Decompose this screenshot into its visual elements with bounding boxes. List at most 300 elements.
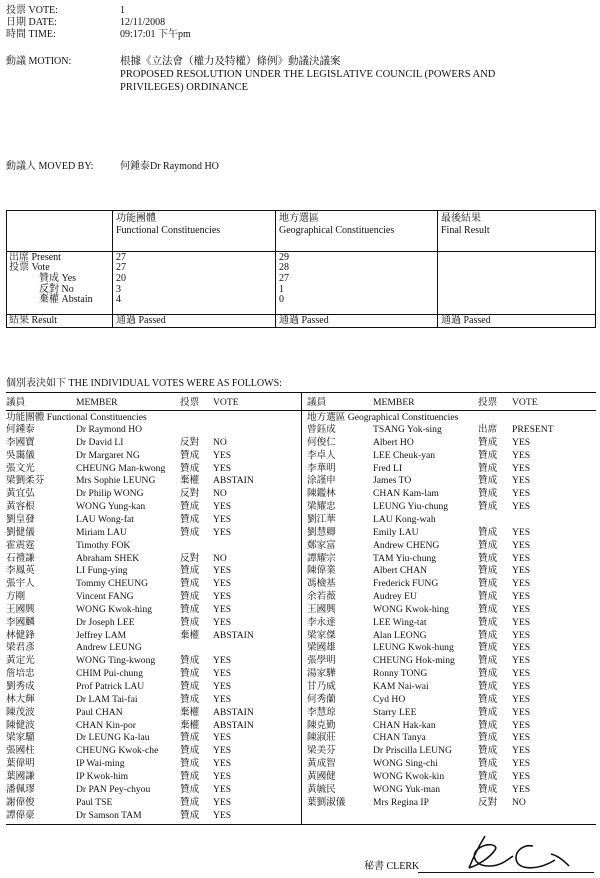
member-name-en: Mrs Sophie LEUNG <box>76 475 156 487</box>
vote-en: YES <box>512 552 531 564</box>
member-name-en: Prof Patrick LAU <box>76 681 145 692</box>
vote-zh: 贊成 <box>180 732 200 744</box>
vote-en: YES <box>213 770 232 782</box>
vote-en: YES <box>213 578 232 590</box>
vote-zh: 贊成 <box>478 770 498 782</box>
header-gc-en: Geographical Constituencies <box>279 225 395 236</box>
vote-zh: 贊成 <box>478 436 498 448</box>
vote-en: YES <box>512 436 531 448</box>
vote-zh: 贊成 <box>478 732 498 744</box>
table-row <box>6 515 296 527</box>
vote-zh: 贊成 <box>180 770 200 782</box>
vote-zh: 贊成 <box>478 616 498 628</box>
member-name-en: WONG Sing-chi <box>373 758 438 770</box>
vote-zh: 反對 <box>180 488 200 500</box>
member-name-en: LI Fung-ying <box>76 565 128 577</box>
vote-zh: 贊成 <box>478 681 498 692</box>
table-row <box>307 566 597 578</box>
table-row <box>307 669 597 681</box>
clerk-label: 秘書 CLERK <box>364 861 420 872</box>
vote-en: YES <box>213 565 232 577</box>
table-row <box>6 721 296 733</box>
vote-zh: 贊成 <box>478 706 498 718</box>
member-name-en: WONG Kwok-kin <box>373 770 445 782</box>
vote-zh: 反對 <box>180 552 200 564</box>
vote-zh: 贊成 <box>180 449 200 461</box>
vote-zh: 贊成 <box>478 758 498 770</box>
table-row <box>307 631 597 643</box>
member-name-en: Paul CHAN <box>76 706 123 718</box>
member-name-en: Paul TSE <box>76 796 113 808</box>
member-name-zh: 劉慧卿 <box>307 526 336 538</box>
member-name-en: LAU Kong-wah <box>373 513 436 525</box>
member-name-zh: 詹培忠 <box>6 668 35 680</box>
vote-zh: 贊成 <box>180 603 200 615</box>
member-name-zh: 黃毓民 <box>307 783 336 795</box>
vote-en: YES <box>512 616 531 628</box>
header-final-en: Final Result <box>441 225 490 236</box>
summary-fc-value: 4 <box>116 294 121 305</box>
member-name-zh: 王國興 <box>307 603 336 615</box>
member-name-zh: 梁美芬 <box>307 745 336 757</box>
header-final-zh: 最後結果 <box>441 213 481 224</box>
table-row <box>307 489 597 501</box>
table-row <box>307 721 597 733</box>
vote-en: YES <box>512 591 531 603</box>
vote-en: YES <box>512 501 531 513</box>
table-row <box>307 656 597 668</box>
summary-row-label: 出席 Present <box>9 252 61 263</box>
vote-zh: 贊成 <box>180 526 200 538</box>
vote-en: ABSTAIN <box>213 706 254 718</box>
member-name-en: KAM Nai-wai <box>373 681 429 692</box>
vote-en: YES <box>512 578 531 590</box>
table-row <box>307 682 597 694</box>
member-name-zh: 劉江華 <box>307 513 336 525</box>
vote-en: YES <box>512 770 531 782</box>
right-section-title: 地方選區 Geographical Constituencies <box>307 412 459 423</box>
table-row <box>6 476 296 488</box>
table-row <box>6 772 296 784</box>
date-label: 日期 DATE: <box>6 17 57 28</box>
vote-en: YES <box>213 603 232 615</box>
member-name-en: Frederick FUNG <box>373 578 439 590</box>
header-fc-en: Functional Constituencies <box>116 225 221 236</box>
vote-zh: 贊成 <box>478 578 498 590</box>
member-name-en: IP Wai-ming <box>76 758 125 770</box>
table-row <box>307 759 597 771</box>
vote-zh: 贊成 <box>180 758 200 770</box>
member-name-en: Dr Priscilla LEUNG <box>373 745 452 757</box>
motion-label: 動議 MOTION: <box>6 56 72 67</box>
member-name-zh: 劉皇發 <box>6 513 35 525</box>
left-member-zh-header: 議員 <box>6 397 26 408</box>
member-name-zh: 葉劉淑儀 <box>307 796 346 808</box>
member-name-zh: 何秀蘭 <box>307 693 336 705</box>
summary-fc-value: 27 <box>116 252 126 263</box>
vote-zh: 棄權 <box>180 706 200 718</box>
header-fc-zh: 功能團體 <box>116 213 156 224</box>
vote-en: YES <box>213 449 232 461</box>
member-name-en: CHAN Tanya <box>373 732 426 744</box>
member-name-en: WONG Ting-kwong <box>76 655 156 667</box>
vote-en: NO <box>512 796 526 808</box>
member-name-en: Miriam LAU <box>76 526 127 538</box>
member-name-en: Dr Philip WONG <box>76 488 144 500</box>
member-name-en: Andrew LEUNG <box>76 642 142 654</box>
member-name-en: WONG Kwok-hing <box>76 603 152 615</box>
table-row <box>6 785 296 797</box>
member-name-zh: 陳鑑林 <box>307 488 336 500</box>
member-name-zh: 梁耀忠 <box>307 501 336 513</box>
summary-gc-value: 0 <box>279 294 284 305</box>
vote-zh: 反對 <box>180 436 200 448</box>
member-name-en: CHEUNG Kwok-che <box>76 745 159 757</box>
member-name-zh: 李國麟 <box>6 616 35 628</box>
vote-zh: 出席 <box>478 424 498 435</box>
member-name-zh: 譚偉豪 <box>6 809 35 821</box>
member-name-zh: 林大輝 <box>6 693 35 705</box>
time-label: 時間 TIME: <box>6 29 56 40</box>
member-name-zh: 陳健波 <box>6 719 35 731</box>
table-row <box>307 772 597 784</box>
member-name-en: Ronny TONG <box>373 668 428 680</box>
summary-final-value: 通過 Passed <box>441 315 491 326</box>
summary-row-label: 棄權 Abstain <box>39 294 93 305</box>
summary-fc-value: 27 <box>116 262 126 273</box>
vote-en: YES <box>213 462 232 474</box>
table-row <box>307 502 597 514</box>
table-row <box>307 425 597 437</box>
vote-zh: 棄權 <box>180 629 200 641</box>
vote-en: YES <box>512 603 531 615</box>
member-name-en: WONG Yuk-man <box>373 783 441 795</box>
vote-zh: 贊成 <box>180 578 200 590</box>
member-name-zh: 曾鈺成 <box>307 424 336 435</box>
member-name-en: CHEUNG Man-kwong <box>76 462 166 474</box>
vote-zh: 贊成 <box>478 565 498 577</box>
member-name-zh: 劉健儀 <box>6 526 35 538</box>
table-row <box>6 451 296 463</box>
vote-en: NO <box>213 552 227 564</box>
table-row <box>307 554 597 566</box>
table-row <box>307 592 597 604</box>
vote-zh: 棄權 <box>180 475 200 487</box>
member-name-zh: 陳克勤 <box>307 719 336 731</box>
vote-zh: 贊成 <box>478 745 498 757</box>
vote-en: YES <box>213 513 232 525</box>
table-row <box>307 746 597 758</box>
member-name-en: Mrs Regina IP <box>373 796 429 808</box>
mover-name: 何鍾泰Dr Raymond HO <box>120 161 219 172</box>
member-name-zh: 余若薇 <box>307 591 336 603</box>
table-row <box>307 605 597 617</box>
vote-en: YES <box>213 526 232 538</box>
member-name-en: Audrey EU <box>373 591 417 603</box>
table-row <box>307 643 597 655</box>
member-name-zh: 劉秀成 <box>6 681 35 692</box>
vote-value: 1 <box>120 5 125 16</box>
vote-zh: 贊成 <box>180 693 200 705</box>
vote-en: YES <box>213 745 232 757</box>
vote-zh: 贊成 <box>478 475 498 487</box>
table-row <box>6 631 296 643</box>
member-name-zh: 張宇人 <box>6 578 35 590</box>
vote-en: YES <box>213 668 232 680</box>
member-name-en: Timothy FOK <box>76 539 131 551</box>
right-vote-en-header: VOTE <box>512 397 538 408</box>
table-row <box>307 798 597 810</box>
member-name-zh: 霍震霆 <box>6 539 35 551</box>
table-row <box>307 476 597 488</box>
member-name-en: James TO <box>373 475 412 487</box>
vote-zh: 贊成 <box>180 809 200 821</box>
member-name-zh: 石禮謙 <box>6 552 35 564</box>
vote-en: ABSTAIN <box>213 475 254 487</box>
header-gc-zh: 地方選區 <box>279 213 319 224</box>
vote-en: YES <box>213 809 232 821</box>
table-row <box>6 541 296 553</box>
vote-zh: 贊成 <box>180 796 200 808</box>
vote-en: YES <box>512 475 531 487</box>
vote-en: YES <box>512 783 531 795</box>
member-name-zh: 湯家驊 <box>307 668 336 680</box>
member-name-en: Fred LI <box>373 462 403 474</box>
member-name-en: CHAN Kin-por <box>76 719 136 731</box>
vote-zh: 贊成 <box>180 616 200 628</box>
vote-zh: 贊成 <box>180 565 200 577</box>
member-name-zh: 梁家騮 <box>6 732 35 744</box>
vote-en: ABSTAIN <box>213 719 254 731</box>
member-name-zh: 黃定光 <box>6 655 35 667</box>
header-rule <box>6 410 596 411</box>
table-row <box>6 695 296 707</box>
vote-zh: 贊成 <box>180 591 200 603</box>
vote-en: YES <box>512 655 531 667</box>
member-name-zh: 李永達 <box>307 616 336 628</box>
motion-title-en-1: PROPOSED RESOLUTION UNDER THE LEGISLATIVE COUNCIL (POWERS AND <box>120 69 496 80</box>
member-name-en: Cyd HO <box>373 693 406 705</box>
member-name-zh: 馮檢基 <box>307 578 336 590</box>
vote-zh: 反對 <box>478 796 498 808</box>
table-row <box>6 554 296 566</box>
member-name-en: CHAN Hak-kan <box>373 719 436 731</box>
table-row <box>6 438 296 450</box>
member-name-en: TAM Yiu-chung <box>373 552 437 564</box>
vote-en: YES <box>512 668 531 680</box>
member-name-zh: 林健鋒 <box>6 629 35 641</box>
summary-table <box>6 210 596 328</box>
vote-en: YES <box>512 732 531 744</box>
vote-en: YES <box>512 745 531 757</box>
vote-zh: 贊成 <box>478 693 498 705</box>
table-row <box>6 489 296 501</box>
table-row <box>6 528 296 540</box>
member-name-en: Vincent FANG <box>76 591 134 603</box>
vote-en: YES <box>512 629 531 641</box>
member-name-zh: 甘乃威 <box>307 681 336 692</box>
member-name-en: LEE Wing-tat <box>373 616 427 628</box>
member-name-en: IP Kwok-him <box>76 770 129 782</box>
member-name-zh: 黃國健 <box>307 770 336 782</box>
member-name-zh: 張學明 <box>307 655 336 667</box>
member-name-zh: 方剛 <box>6 591 26 603</box>
vote-zh: 贊成 <box>478 719 498 731</box>
table-row <box>6 579 296 591</box>
vote-zh: 贊成 <box>478 501 498 513</box>
member-name-en: CHAN Kam-lam <box>373 488 439 500</box>
member-name-en: Starry LEE <box>373 706 417 718</box>
table-row <box>307 695 597 707</box>
member-name-en: CHIM Pui-chung <box>76 668 143 680</box>
member-name-zh: 陳茂波 <box>6 706 35 718</box>
summary-row-label: 贊成 Yes <box>39 273 77 284</box>
member-name-zh: 鄭家富 <box>307 539 336 551</box>
member-name-en: Albert CHAN <box>373 565 428 577</box>
member-name-zh: 張國柱 <box>6 745 35 757</box>
vote-zh: 贊成 <box>478 668 498 680</box>
member-name-zh: 張文光 <box>6 462 35 474</box>
member-name-zh: 譚耀宗 <box>307 552 336 564</box>
mover-label: 動議人 MOVED BY: <box>6 161 94 172</box>
table-row <box>6 811 296 823</box>
member-name-zh: 梁國雄 <box>307 642 336 654</box>
member-name-en: Dr David LI <box>76 436 124 448</box>
member-name-zh: 李鳳英 <box>6 565 35 577</box>
summary-gc-value: 1 <box>279 284 284 295</box>
vote-en: YES <box>213 616 232 628</box>
vote-zh: 贊成 <box>478 449 498 461</box>
vote-en: NO <box>213 488 227 500</box>
member-name-en: Dr Margaret NG <box>76 449 140 461</box>
member-name-zh: 梁劉柔芬 <box>6 475 45 487</box>
member-name-zh: 李華明 <box>307 462 336 474</box>
time-value: 09:17:01 下午pm <box>120 29 191 40</box>
member-name-zh: 李卓人 <box>307 449 336 461</box>
vote-en: YES <box>512 706 531 718</box>
vote-zh: 贊成 <box>478 603 498 615</box>
member-name-zh: 何俊仁 <box>307 436 336 448</box>
member-name-en: Dr Joseph LEE <box>76 616 135 628</box>
member-name-en: WONG Yung-kan <box>76 501 146 513</box>
table-row <box>307 579 597 591</box>
member-name-en: Alan LEONG <box>373 629 427 641</box>
column-divider <box>301 392 302 824</box>
member-name-en: LEUNG Kwok-hung <box>373 642 454 654</box>
vote-zh: 贊成 <box>180 783 200 795</box>
vote-en: PRESENT <box>512 424 554 435</box>
left-member-en-header: MEMBER <box>76 397 118 408</box>
table-row <box>6 618 296 630</box>
member-name-zh: 李國寶 <box>6 436 35 448</box>
table-row <box>307 618 597 630</box>
summary-fc-value: 20 <box>116 273 126 284</box>
summary-gc-value: 28 <box>279 262 289 273</box>
table-row <box>6 798 296 810</box>
member-name-zh: 李慧琼 <box>307 706 336 718</box>
date-value: 12/11/2008 <box>120 17 166 28</box>
vote-zh: 贊成 <box>478 655 498 667</box>
left-vote-en-header: VOTE <box>213 397 239 408</box>
vote-zh: 棄權 <box>180 719 200 731</box>
vote-en: ABSTAIN <box>213 629 254 641</box>
member-name-en: Tommy CHEUNG <box>76 578 149 590</box>
vote-zh: 贊成 <box>478 526 498 538</box>
member-name-zh: 黃成智 <box>307 758 336 770</box>
member-name-zh: 黃容根 <box>6 501 35 513</box>
summary-row-label: 投票 Vote <box>9 262 50 273</box>
member-name-zh: 何鍾泰 <box>6 424 35 435</box>
member-name-en: Dr Raymond HO <box>76 424 143 435</box>
member-name-zh: 葉偉明 <box>6 758 35 770</box>
member-name-zh: 吳靄儀 <box>6 449 35 461</box>
vote-zh: 贊成 <box>478 539 498 551</box>
member-name-zh: 陳偉業 <box>307 565 336 577</box>
table-row <box>307 515 597 527</box>
summary-fc-value: 3 <box>116 284 121 295</box>
vote-en: YES <box>213 693 232 705</box>
vote-zh: 贊成 <box>478 642 498 654</box>
vote-zh: 贊成 <box>180 501 200 513</box>
table-row <box>307 541 597 553</box>
vote-en: YES <box>213 681 232 692</box>
vote-zh: 贊成 <box>478 552 498 564</box>
table-row <box>307 733 597 745</box>
table-row <box>6 733 296 745</box>
vote-en: YES <box>512 449 531 461</box>
vote-en: YES <box>213 796 232 808</box>
member-name-en: CHEUNG Hok-ming <box>373 655 455 667</box>
vote-en: YES <box>512 642 531 654</box>
table-row <box>6 425 296 437</box>
table-row <box>6 759 296 771</box>
table-row <box>6 746 296 758</box>
right-vote-zh-header: 投票 <box>478 397 498 408</box>
vote-en: YES <box>512 719 531 731</box>
vote-en: YES <box>512 539 531 551</box>
vote-zh: 贊成 <box>478 591 498 603</box>
table-row <box>6 682 296 694</box>
vote-en: NO <box>213 436 227 448</box>
vote-en: YES <box>213 758 232 770</box>
table-row <box>307 464 597 476</box>
member-name-en: Emily LAU <box>373 526 419 538</box>
vote-zh: 贊成 <box>478 629 498 641</box>
table-row <box>307 785 597 797</box>
vote-zh: 贊成 <box>180 513 200 525</box>
vote-zh: 贊成 <box>180 655 200 667</box>
table-row <box>307 528 597 540</box>
vote-zh: 贊成 <box>180 745 200 757</box>
vote-zh: 贊成 <box>478 488 498 500</box>
table-row <box>6 605 296 617</box>
vote-en: YES <box>512 462 531 474</box>
member-name-zh: 梁君彥 <box>6 642 35 654</box>
member-name-en: Abraham SHEK <box>76 552 140 564</box>
member-name-en: TSANG Yok-sing <box>373 424 442 435</box>
vote-en: YES <box>512 758 531 770</box>
summary-gc-value: 通過 Passed <box>279 315 329 326</box>
table-row <box>6 643 296 655</box>
vote-zh: 贊成 <box>180 462 200 474</box>
member-name-en: LAU Wong-fat <box>76 513 134 525</box>
table-row <box>6 669 296 681</box>
member-name-zh: 黃宜弘 <box>6 488 35 500</box>
summary-gc-value: 29 <box>279 252 289 263</box>
table-row <box>6 656 296 668</box>
member-name-en: Dr LEUNG Ka-lau <box>76 732 150 744</box>
vote-en: YES <box>213 501 232 513</box>
